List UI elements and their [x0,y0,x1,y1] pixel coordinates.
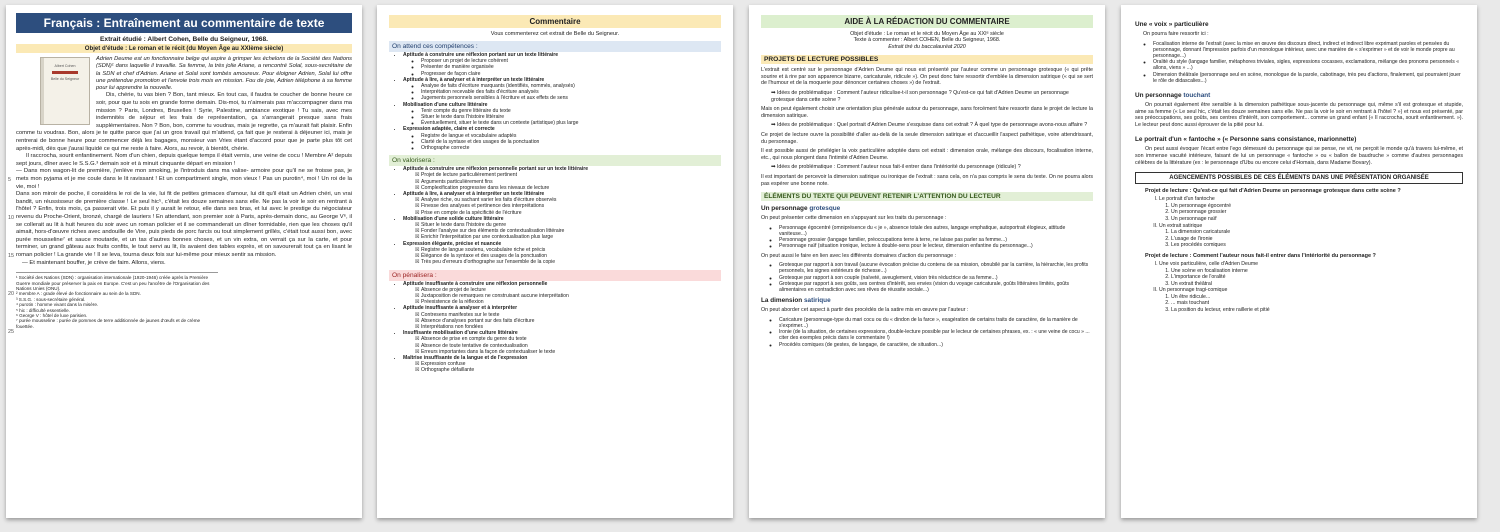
footnotes [16,272,218,329]
footnote: ¹ Société des Nations (SDN) : organisation internationale (1920-1946) créée après la Première Guerre mondiale pour préserver la paix en Europe. C'est un peu l'ancêtre de l'Organisation des Nations Unies (ONU). [16,275,210,291]
group-intro: On peut aborder cet aspect à partir des procédés de la satire mis en œuvre par l'auteur : [761,307,969,314]
criteria-group [403,281,721,306]
satire-item: ◦ Ironie (de la situation, de certaines expressions, double-lecture possible par le lecteur de certaines phrases, ex. : « une veine de cocu » ... citer des exemples précis dans le commentaire !) [779,329,1093,341]
criteria-item: ☒ Juxtaposition de remarques ne construisant aucune interprétation [421,293,721,299]
criteria-group-list [389,52,721,151]
group-heading-grotesque [761,205,1093,212]
criteria-group-list [389,281,721,374]
criteria-item: ☒ Erreurs importantes dans la façon de contextualiser le texte [421,349,721,355]
extract-paragraph: Dans son miroir de poche, il considéra le roi de la vie, lui fit de petites grimaces d'amour, lui dit qu'il était un Adrien chéri, un vrai bandit, un réussisseur de première classe ! Le seul hic⁵, c'était les douze semaines sans elle. Ne pas la voir le soir en rentrant à l'hôtel ? Enfin, trois mois, ça passerait vite. Et puis il y aurait le retour, elle dans ses bras, et lui avec le prestige du négociateur revenu du Proche-Orient, bronzé, chargé de lauriers ! En attendant, son premier soir à Paris, après-demain donc, au George V⁶, il se collerait au lit à huit heures du soir avec un roman policier et il se commanderait un dîner formidable, rien que les choses qu'il aimait, hors-d'œuvre riches avec andouille de Vire, puis pieds de porc farcis ou tout simplement grillés, c'était tout aussi bon, avec purée mousseline⁷ et sauce moutarde, et un tas d'autres bonnes choses, et un vin extra, on verrait ça sur la carte, et pour terminer, un grand gâteau aux fruits confits, le tout servi au lit, ils avaient des tables exprès, et on savourerait tout ça en lisant le roman policier ! La grande vie ! Il se leva, tourna deux fois sur lui-même pour mieux sentir sa mission. [16,191,352,258]
criteria-item: ☒ Registre de langue soutenu, vocabulaire riche et précis [421,247,721,253]
criteria-group-title: Expression élégante, précise et nuancée [403,240,502,247]
plan-subpart: 2. ... mais touchant [1171,300,1463,307]
criteria-item: ◦ Tenir compte du genre littéraire du texte [421,108,721,114]
plans-list [1135,188,1463,314]
projets-paragraph: L'extrait est centré sur le personnage d'Adrien Deume qui nous est présenté par l'auteur comme un personnage grotesque (« qui prête sourire et à rire par son apparence bizarre, caricaturale, ridicule »). On peut donc faire ressortir d'emblée la dimension satirique (« qui se sert de l'humour et de la moquerie pour dénoncer certaines choses ») de l'extrait. [761,67,1093,87]
plan-subpart: 1. Un personnage égocentré [1171,203,1463,210]
voix-item: ◦ Focalisation interne de l'extrait (avec la mise en œuvre des discours direct, indirect et indirect libre exprimant paroles et pensées du personnage, donnant l'impression parfois d'un monologue intérieur, avec une manière de « s'exprimer » et de voir le monde propre au personnage...) [1153,41,1463,60]
projets-paragraph: Il est possible aussi de privilégier la voix particulière adoptée dans cet extrait : dimension orale, mélange des discours, focalisation interne, etc., qui nous plongent dans l'intimité d'Adrien Deume. [761,148,1093,161]
plan-subpart: 1. Une scène en focalisation interne [1171,268,1463,275]
criteria-group-title: Aptitude à construire une réflexion personnelle portant sur un texte littéraire [403,166,589,173]
plan-part-title: Une voix particulière, celle d'Adrien Deume [1159,260,1259,267]
criteria-item: ☒ Analyse riche, ou sachant varier les faits d'écriture observés [421,197,721,203]
page-aide-suite [1121,5,1477,518]
projets-paragraph: Ce projet de lecture ouvre la possibilité d'aller au-delà de la seule dimension satirique et d'accueillir l'aspect pathétique, voire attendrissant, du personnage. [761,131,1093,145]
satire-list [761,317,1093,348]
extract-paragraph: Il raccrocha, sourit enfantinement. Nom d'un chien, depuis quelque temps il était vernis, une veine de cocu ! Membre A² depuis sept jours, dîner avec le S.S.G.³ demain soir et à minuit cinquante départ en mission ! [16,153,352,167]
criteria-item: ◦ Interprétation recevable des faits d'écriture analysés [421,89,721,95]
line-number: 20 [8,291,14,297]
voix-intro: On pourra faire ressortir ici : [1143,31,1209,37]
criteria-item: ☒ Complexification progressive dans les niveaux de lecture [421,185,721,191]
criteria-items [403,197,721,216]
object-study: Objet d'étude : Le roman et le récit du Moyen Âge au XXIᵉ siècle [850,31,1004,37]
footnote: ³ S.S.G. : sous-secrétaire général. [16,296,86,302]
heading-keyword: touchant [1183,92,1211,100]
criteria-section-heading: On valorisera : [389,155,721,166]
grotesque-domain-item: ◦ Grotesque par rapport à ses goûts, ses centres d'intérêt, ses envies (vision du voyage caricaturale, goûts littéraires limités, goûts alimentaires en contradiction avec ses rêves de réussite sociale...) [779,281,1093,293]
touchant-heading [1135,92,1463,99]
criteria-group [403,126,721,151]
extract-line: Extrait étudié : Albert Cohen, Belle du Seigneur, 1968. [100,36,268,43]
plan-subpart: 2. L'importance de l'oralité [1171,274,1463,281]
plan-part [1159,196,1463,222]
criteria-group-title: Aptitude à construire une réflexion portant sur un texte littéraire [403,52,559,58]
voix-item: ◦ Dimension théâtrale (personnage seul en scène, monologue de la parole, cabotinage, très peu d'actions, finalement, qui pourraient jouer le rôle de didascalies...) [1153,72,1463,84]
grotesque-domain-item: ◦ Grotesque par rapport à son travail (aucune évocation précise du contenu de sa mission, obnubilé par la carrière, la hiérarchie, les profits personnels, les signes extérieurs de richesse...) [779,262,1093,274]
commentaire-subtitle: Vous commenterez cet extrait de Belle du Seigneur. [490,31,620,37]
criteria-section-heading: On attend ces compétences : [389,41,721,52]
voix-heading: Une « voix » particulière [1135,21,1209,28]
criteria-item: ☒ Fonder l'analyse sur des éléments de contextualisation littéraire [421,228,721,234]
criteria-item: ◦ Proposer un projet de lecture cohérent [421,58,721,64]
criteria-item: ☒ Contresens manifestes sur le texte [421,312,721,318]
page-text-extract [6,5,362,518]
footnote: ⁵ hic : difficulté essentielle. [16,307,70,313]
footnote: ⁴ purotin : homme vivant dans la misère. [16,302,99,308]
section-heading-projets: PROJETS DE LECTURE POSSIBLES [761,55,1093,64]
plan-subpart: 1. Un être ridicule... [1171,294,1463,301]
criteria-items [403,336,721,355]
voix-item: ◦ Oralité du style (langage familier, métaphores triviales, sigles, expressions cocasses, exclamations, mélange des pronoms personnels « allons, viens » ...) [1153,59,1463,71]
criteria-item: ☒ Prise en compte de la spécificité de l'écriture [421,210,721,216]
problematique-text: Idées de problématique : Comment l'auteur ridiculise-t-il son personnage ? Qu'est-ce qui fait d'Adrien Deume un personnage grotesque dans cette scène ? [771,90,1069,103]
criteria-item: ☒ Très peu d'erreurs d'orthographe sur l'ensemble de la copie [421,259,721,265]
plan-subpart: 2. L'usage de l'ironie [1171,236,1463,243]
criteria-items [403,133,721,152]
aide-title: AIDE À LA RÉDACTION DU COMMENTAIRE [761,15,1093,28]
criteria-item: ☒ Situer le texte dans l'histoire du genre [421,222,721,228]
text-to-comment: Texte à commenter : Albert COHEN, Belle du Seigneur, 1968. [853,37,1001,44]
commentaire-title: Commentaire [389,15,721,28]
criteria-item: ☒ Préexistence de la réflexion [421,299,721,305]
extract-paragraph: Dis, chérie, tu vas bien ? Bon, tant mieux. En tout cas, il faudra te coucher de bonne heure ce soir, pour que tu sois en grande forme demain. Dis-moi, tu n'aimerais pas m'accompagner dans ma mission ? Paris, Londres, Bruxelles ! Syrie, Palestine, ambiance exotique ! Tu sais, avec mes indemnités de séjour et les frais de représentation, ça s'arrangerait presque sans frais supplémentaires. Non ? Bon, bon, comme tu voudras, mais je regrette, ça m'aurait fait plaisir. Enfin comme tu voudras. Bon, alors je te quitte parce que j'ai un gros travail qui m'attend, ça fait que je resterai à déjeuner ici, mais je rentrerai de bonne heure pour commencer déjà les bagages, monsieur van Vries étant d'accord pour que je parte plus tôt cet après-midi, dès que j'aurai liquidé ce qui me reste à faire. Alors, au revoir, à bientôt, chérie. [16,92,352,152]
heading-keyword: grotesque [809,205,841,213]
plan-subparts [1159,294,1463,314]
criteria-item: ☒ Élégance de la syntaxe et des usages de la ponctuation [421,253,721,259]
criteria-item: ◦ Registre de langue et vocabulaire adaptés [421,133,721,139]
plan-part-title: Un extrait satirique [1159,222,1203,229]
problematique-idea: ➡ Idées de problématique : Quel portrait d'Adrien Deume s'esquisse dans cet extrait ? À quel type de personnage avons-nous affaire ? [771,122,1088,129]
problematique-text: Idées de problématique : Comment l'auteur nous fait-il entrer dans l'intériorité du personnage (ridicule) ? [776,164,1021,171]
problematique-idea: ➡ Idées de problématique : Comment l'auteur ridiculise-t-il son personnage ? Qu'est-ce qui fait d'Adrien Deume un personnage grotesque dans cette scène ? [771,90,1069,103]
criteria-group [403,355,721,374]
criteria-item: ◦ Présenter de manière organisée [421,64,721,70]
line-number: 15 [8,253,14,259]
plan-subpart: 3. Les procédés comiques [1171,242,1463,249]
fantoche-heading: Le portrait d'un « fantoche » (« Personne sans consistance, marionnette) [1135,136,1357,144]
book-cover-image [40,57,90,125]
criteria-group-title: Aptitude insuffisante à construire une réflexion personnelle [403,280,548,287]
agencements-heading: AGENCEMENTS POSSIBLES DE CES ÉLÉMENTS DANS UNE PRÉSENTATION ORGANISÉE [1135,172,1463,184]
book-author: Albert Cohen [54,64,76,68]
plan-subparts [1159,268,1463,288]
criteria-items [403,222,721,241]
text-origin: Extrait tiré du baccalauréat 2020 [888,43,966,50]
criteria-items [403,58,721,77]
satire-item: ◦ Caricature (personnage-type du mari cocu ou du « dindon de la farce », exagération de certains traits de caractère, de la manière de s'exprimer...) [779,317,1093,329]
plan-part-title: Un personnage tragi-comique [1159,287,1228,294]
plan-subparts [1159,203,1463,223]
criteria-group [403,241,721,266]
criteria-item: ☒ Absence de prise en compte du genre du texte [421,336,721,342]
heading-part: Un personnage [761,205,808,213]
page-commentaire [377,5,733,518]
plan-part [1159,223,1463,249]
criteria-group-title: Expression adaptée, claire et correcte [403,126,495,133]
criteria-group-title: Mobilisation d'une solide culture littéraire [403,215,504,222]
criteria-group [403,102,721,127]
criteria-item: ☒ Projet de lecture particulièrement pertinent [421,172,721,178]
criteria-item: ☒ Absence de toute tentative de contextualisation [421,343,721,349]
criteria-items [403,172,721,191]
satire-item: ◦ Procédés comiques (de gestes, de langage, de caractère, de situation...) [779,342,1093,348]
grotesque-domains-list [761,262,1093,293]
criteria-group [403,191,721,216]
section-heading-elements: ÉLÉMENTS DU TEXTE QUI PEUVENT RETENIR L'ATTENTION DU LECTEUR [761,192,1093,201]
grotesque-domain-item: ◦ Grotesque par rapport à son couple (naïveté, aveuglement, vision très réductrice de sa femme...) [779,275,1093,281]
criteria-item: ◦ Éventuellement, situer le texte dans un contexte (artistique) plus large [421,120,721,126]
criteria-items [403,287,721,306]
criteria-group-title: Aptitude insuffisante à analyser et à interpréter [403,305,518,312]
criteria-item: ◦ Orthographe correcte [421,145,721,151]
heading-part: La dimension [761,297,803,305]
criteria-group [403,166,721,191]
heading-keyword: satirique [803,297,831,305]
criteria-group-title: Aptitude à lire, à analyser et à interpréter un texte littéraire [403,191,545,198]
grotesque-item: ◦ Personnage grossier (langage familier, préoccupations terre à terre, ne laisse pas parler sa femme...) [779,237,1093,243]
criteria-item: ◦ Analyse de faits d'écriture marquants (identifiés, nommés, analysés) [421,83,721,89]
grotesque-item: ◦ Personnage naïf (situation ironique, lecture à double-sens pour le lecteur, dimension enfantine du personnage...) [779,243,1093,249]
criteria-item: ☒ Enrichir l'interprétation par une contextualisation plus large [421,234,721,240]
criteria-item: ☒ Absence de projet de lecture [421,287,721,293]
criteria-items [403,108,721,127]
criteria-items [403,312,721,331]
plan-parts [1135,196,1463,249]
criteria-item: ◦ Situer le texte dans l'histoire littéraire [421,114,721,120]
projets-paragraph: Mais on peut également choisir une orientation plus générale autour du personnage, sans forcément faire ressortir dans le projet de lecture la dimension satirique. [761,106,1093,119]
page-aide-redaction [749,5,1105,518]
touchant-paragraph: On pourrait également être sensible à la dimension pathétique sous-jacente du personnage qui, même s'il est grotesque et stupide, aime sa femme (« Le seul hic, c'était les douze semaines sans elle. Ne pas la voir le soir en rentrant à l'hôtel ? ») et nous est présenté, par ses préoccupations, ses goûts, ses centres d'intérêt, son comportement... comme un grand enfant (« Il raccrocha, sourit enfantinement. »). Le lecteur peut donc aussi éprouver de la pitié pour lui. [1135,102,1463,128]
criteria-group-title: Insuffisante mobilisation d'une culture littéraire [403,330,518,337]
grotesque-item: ◦ Personnage égocentré (omniprésence du « je », absence totale des autres, langage emphatique, autoportrait élogieux, attitude vaniteuse...) [779,225,1093,237]
plan-subpart: 3. La position du lecteur, entre raillerie et pitié [1171,307,1463,314]
plan-part [1159,287,1463,313]
criteria-group [403,305,721,330]
footnote: ² membre A : grade élevé de fonctionnaire au sein de la SDN. [16,291,141,297]
plan-part-title: Le portrait d'un fantoche [1159,196,1215,203]
voix-list [1135,41,1463,84]
criteria-items [403,247,721,266]
problematique-text: Idées de problématique : Quel portrait d'Adrien Deume s'esquisse dans cet extrait ? À quel type de personnage avons-nous affaire ? [776,122,1088,129]
criteria-group [403,77,721,102]
criteria-group-title: Aptitude à lire, à analyser et à interpréter un texte littéraire [403,76,545,83]
plan-subparts [1159,229,1463,249]
page-title: Français : Entraînement au commentaire de texte [16,13,352,33]
criteria-sections [389,41,721,374]
criteria-items [403,361,721,373]
problematique-idea: ➡ Idées de problématique : Comment l'auteur nous fait-il entrer dans l'intériorité du personnage (ridicule) ? [771,164,1021,171]
fantoche-paragraph: On peut aussi évoquer l'écart entre l'ego démesuré du personnage qui se pense, ne vit, ne perçoit le monde qu'à travers lui-même, et son immense vacuité intérieure, faisant de lui un personnage « fantoche » ou « ballon de baudruche » comme d'autres personnages célèbres de la littérature (ex : le personnage d'Ubu ou encore celui d'Homais, dans Madame Bovary). [1135,146,1463,166]
heading-part: Un personnage [1135,92,1182,100]
plan-question: Projet de lecture : Comment l'auteur nous fait-il entrer dans l'intériorité du personnage ? [1145,252,1376,259]
extract-paragraph: — Dans mon wagon-lit de première, j'enlève mon smoking, je l'introduis dans ma valise- armoire pour qu'il ne se froisse pas, je mets mon pyjama et je me coule dans le lit ravissant ! Et un compartiment single, mon vieux ! Pas un purotin⁴, moi ! Un roi de la vie, moi ! [16,168,352,190]
book-stripe [52,71,78,74]
criteria-group-title: Mobilisation d'une culture littéraire [403,101,488,108]
criteria-items [403,83,721,102]
plan-parts [1135,261,1463,314]
group-intro: On peut présenter cette dimension en s'appuyant sur les traits du personnage : [761,215,947,222]
grotesque-list [761,225,1093,250]
criteria-item: ☒ Orthographe défaillante [421,367,721,373]
criteria-group [403,216,721,241]
criteria-item: ☒ Interprétations non fondées [421,324,721,330]
group-heading-satirique [761,297,1093,304]
criteria-group-title: Maîtrise insuffisante de la langue et de l'expression [403,354,528,361]
projets-paragraph: Il est important de percevoir la dimension satirique ou ironique de l'extrait : sans cela, on n'a pas compris le sens du texte. On ne pourra alors pas espérer une bonne note. [761,173,1093,187]
plan-subpart: 1. La dimension caricaturale [1171,229,1463,236]
group-intro: On peut aussi le faire en lien avec les différents domaines d'action du personnage : [761,252,956,259]
criteria-group [403,330,721,355]
plan-subpart: 3. Un extrait théâtral [1171,281,1463,288]
line-number: 5 [8,177,11,183]
criteria-group-list [389,166,721,265]
object-line: Objet d'étude : Le roman et le récit (du Moyen Âge au XXIème siècle) [16,44,352,53]
extract-paragraph: — Et maintenant bouffer, je crève de faim. Allons, viens. [22,259,166,266]
footnote: ⁷ purée mousseline : purée de pommes de terre additionnée de jaunes d'œufs et de crème fouettée. [16,318,201,329]
line-number: 25 [8,329,14,335]
footnote: ⁶ George V : hôtel de luxe parisien. [16,312,88,318]
criteria-item: ☒ Expression confuse [421,361,721,367]
plan-subpart: 2. Un personnage grossier [1171,209,1463,216]
criteria-item: ◦ Progresser de façon claire [421,71,721,77]
plan-subpart: 3. Un personnage naïf [1171,216,1463,223]
book-title: Belle du Seigneur [50,77,80,81]
intro-paragraph: Adrien Deume est un fonctionnaire belge qui aspire à grimper les échelons de la Société des Nations (SDN)¹ dans laquelle il travaille. Sa femme, la très jolie Ariane, a rencontré Solal, sous-secrétaire de la SDN et chef d'Adrien. Ariane et Solal sont tombés amoureux. Pour éloigner Adrien, Solal lui offre une prétendue promotion et l'envoie trois mois en mission. Fou de joie, Adrien téléphone à sa femme pour lui apprendre la nouvelle. [96,56,352,92]
plan-part [1159,261,1463,287]
criteria-group [403,52,721,77]
criteria-item: ☒ Arguments particulièrement fins [421,179,721,185]
line-number: 10 [8,215,14,221]
criteria-item: ◦ Jugements personnels sensibles à l'écriture et aux effets de sens [421,95,721,101]
criteria-section-heading: On pénalisera : [389,270,721,281]
criteria-item: ◦ Clarté de la syntaxe et des usages de la ponctuation [421,139,721,145]
criteria-item: ☒ Finesse des analyses et pertinence des interprétations [421,203,721,209]
criteria-item: ☒ Absence d'analyses portant sur des faits d'écriture [421,318,721,324]
plan-question: Projet de lecture : Qu'est-ce qui fait d'Adrien Deume un personnage grotesque dans cette scène ? [1145,188,1401,195]
